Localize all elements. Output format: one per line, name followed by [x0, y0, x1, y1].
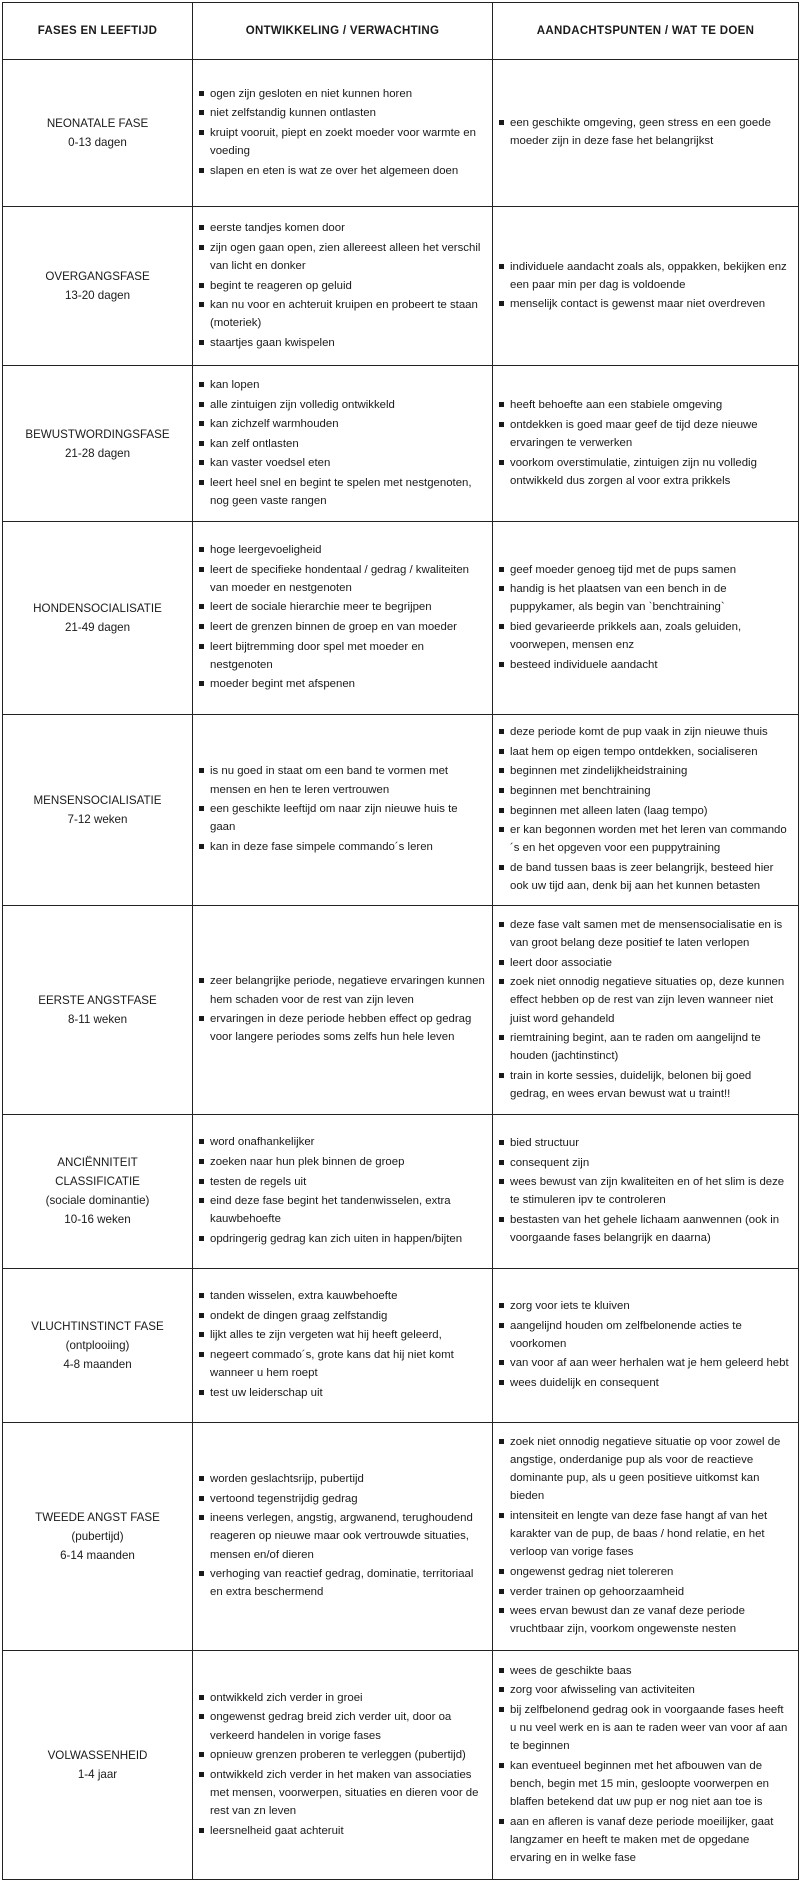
list-item: bied structuur: [499, 1134, 792, 1152]
list-item: leert de specifieke hondentaal / gedrag / kwaliteiten van moeder en nestgenoten: [199, 561, 486, 597]
list-item: de band tussen baas is zeer belangrijk, besteed hier ook uw tijd aan, denk bij aan het kunnen betasten: [499, 859, 792, 895]
attention-list: [499, 396, 792, 490]
list-item: leert de sociale hierarchie meer te begrijpen: [199, 598, 486, 616]
list-item: zoek niet onnodig negatieve situaties op, deze kunnen effect hebben op de rest van zijn leven wanneer niet juist word gehandeld: [499, 973, 792, 1028]
list-item: ongewenst gedrag niet tolereren: [499, 1563, 792, 1581]
development-cell: [193, 1651, 493, 1880]
phase-detail: 4-8 maanden: [63, 1357, 132, 1371]
list-item: kan zelf ontlasten: [199, 435, 486, 453]
phase-name: OVERGANGSFASE: [45, 270, 150, 284]
list-item: zoeken naar hun plek binnen de groep: [199, 1153, 486, 1171]
list-item: heeft behoefte aan een stabiele omgeving: [499, 396, 792, 414]
list-item: testen de regels uit: [199, 1173, 486, 1191]
table-row: [3, 714, 799, 906]
list-item: eerste tandjes komen door: [199, 219, 486, 237]
list-item: ongewenst gedrag breid zich verder uit, door oa verkeerd handelen in vorige fases: [199, 1708, 486, 1744]
development-list: [199, 1470, 486, 1602]
phase-detail: 6-14 maanden: [60, 1548, 135, 1562]
list-item: worden geslachtsrijp, pubertijd: [199, 1470, 486, 1488]
phase-name: BEWUSTWORDINGSFASE: [25, 427, 170, 441]
list-item: ogen zijn gesloten en niet kunnen horen: [199, 85, 486, 103]
attention-cell: [493, 714, 799, 906]
list-item: individuele aandacht zoals als, oppakken, bekijken enz een paar min per dag is voldoende: [499, 258, 792, 294]
list-item: bij zelfbelonend gedrag ook in voorgaande fases heeft u nu veel werk en is aan te raden weer van voor af aan te beginnen: [499, 1701, 792, 1756]
list-item: eind deze fase begint het tandenwisselen, extra kauwbehoefte: [199, 1192, 486, 1228]
table-row: [3, 522, 799, 714]
list-item: zijn ogen gaan open, zien allereest alleen het verschil van licht en donker: [199, 239, 486, 275]
list-item: ontwikkeld zich verder in het maken van associaties met mensen, voorwerpen, situaties en dieren voor de rest van zn leven: [199, 1766, 486, 1821]
header-phase-age: FASES EN LEEFTIJD: [3, 3, 193, 60]
list-item: kan lopen: [199, 376, 486, 394]
table-row: [3, 1651, 799, 1880]
list-item: er kan begonnen worden met het leren van commando´s en het opgeven voor een puppytraining: [499, 821, 792, 857]
development-list: [199, 219, 486, 352]
phase-cell: [3, 366, 193, 522]
list-item: zeer belangrijke periode, negatieve ervaringen kunnen hem schaden voor de rest van zijn leven: [199, 972, 486, 1008]
development-list: [199, 541, 486, 694]
list-item: slapen en eten is wat ze over het algemeen doen: [199, 162, 486, 180]
list-item: hoge leergevoeligheid: [199, 541, 486, 559]
phase-cell: [3, 1422, 193, 1651]
phase-detail: 8-11 weken: [67, 1013, 128, 1027]
development-list: [199, 1133, 486, 1248]
list-item: een geschikte leeftijd om naar zijn nieuwe huis te gaan: [199, 800, 486, 836]
attention-list: [499, 1662, 792, 1868]
list-item: wees bewust van zijn kwaliteiten en of het slim is deze te stimuleren ipv te controleren: [499, 1173, 792, 1209]
list-item: ondekt de dingen graag zelfstandig: [199, 1307, 486, 1325]
list-item: kan in deze fase simpele commando´s leren: [199, 838, 486, 856]
attention-list: [499, 561, 792, 674]
table-row: [3, 1115, 799, 1269]
phase-name: EERSTE ANGSTFASE: [38, 994, 157, 1008]
phase-name: VLUCHTINSTINCT FASE: [31, 1319, 164, 1333]
attention-cell: [493, 366, 799, 522]
list-item: aan en afleren is vanaf deze periode moeilijker, gaat langzamer en heeft te maken met de opgedane ervaring en in welke fase: [499, 1813, 792, 1868]
list-item: kan vaster voedsel eten: [199, 454, 486, 472]
list-item: deze periode komt de pup vaak in zijn nieuwe thuis: [499, 723, 792, 741]
list-item: zoek niet onnodig negatieve situatie op voor zowel de angstige, onderdanige pup als voor de reactieve dominante pup, als u geen positieve uitkomst kan bieden: [499, 1433, 792, 1506]
list-item: negeert commado´s, grote kans dat hij niet komt wanneer u hem roept: [199, 1346, 486, 1382]
list-item: train in korte sessies, duidelijk, belonen bij goed gedrag, en wees ervan bewust wat u traint!!: [499, 1067, 792, 1103]
list-item: bestasten van het gehele lichaam aanwennen (ook in voorgaande fases belangrijk en daarna): [499, 1211, 792, 1247]
list-item: ontdekken is goed maar geef de tijd deze nieuwe ervaringen te verwerken: [499, 416, 792, 452]
development-phases-table: [2, 2, 799, 1880]
list-item: opdringerig gedrag kan zich uiten in happen/bijten: [199, 1230, 486, 1248]
phase-detail: 1-4 jaar: [77, 1768, 118, 1782]
list-item: beginnen met alleen laten (laag tempo): [499, 802, 792, 820]
list-item: wees ervan bewust dan ze vanaf deze periode vruchtbaar zijn, voorkom ongewenste nesten: [499, 1602, 792, 1638]
table-row: [3, 60, 799, 207]
phase-name: NEONATALE FASE: [46, 117, 149, 131]
list-item: zorg voor iets te kluiven: [499, 1297, 792, 1315]
phase-name: VOLWASSENHEID: [47, 1749, 148, 1763]
development-cell: [193, 1115, 493, 1269]
list-item: word onafhankelijker: [199, 1133, 486, 1151]
phase-detail: 13-20 dagen: [64, 289, 131, 303]
list-item: niet zelfstandig kunnen ontlasten: [199, 104, 486, 122]
phase-name: HONDENSOCIALISATIE: [33, 602, 162, 616]
development-list: [199, 972, 486, 1046]
phase-detail: 7-12 weken: [67, 813, 128, 826]
list-item: leert bijtremming door spel met moeder en nestgenoten: [199, 638, 486, 674]
phase-cell: [3, 60, 193, 207]
attention-list: [499, 1134, 792, 1247]
list-item: tanden wisselen, extra kauwbehoefte: [199, 1287, 486, 1305]
attention-cell: [493, 1115, 799, 1269]
list-item: beginnen met benchtraining: [499, 782, 792, 800]
list-item: kan eventueel beginnen met het afbouwen van de bench, begin met 15 min, gesloopte voorwerpen en blaffen betekend dat uw pup er nog niet aan toe is: [499, 1757, 792, 1812]
list-item: vertoond tegenstrijdig gedrag: [199, 1490, 486, 1508]
list-item: aangelijnd houden om zelfbelonende acties te voorkomen: [499, 1317, 792, 1353]
development-list: [199, 762, 486, 856]
list-item: van voor af aan weer herhalen wat je hem geleerd hebt: [499, 1354, 792, 1372]
list-item: staartjes gaan kwispelen: [199, 334, 486, 352]
development-cell: [193, 366, 493, 522]
phase-detail: (pubertijd): [71, 1529, 124, 1543]
phase-cell: [3, 1268, 193, 1422]
list-item: bied gevarieerde prikkels aan, zoals geluiden, voorwepen, mensen enz: [499, 618, 792, 654]
phase-detail: (ontplooiing): [65, 1338, 130, 1352]
list-item: begint te reageren op geluid: [199, 277, 486, 295]
phase-detail: 21-49 dagen: [64, 621, 131, 635]
phase-cell: [3, 1115, 193, 1269]
phase-detail: 21-28 dagen: [64, 446, 131, 460]
attention-cell: [493, 207, 799, 366]
list-item: ontwikkeld zich verder in groei: [199, 1689, 486, 1707]
attention-list: [499, 114, 792, 150]
list-item: lijkt alles te zijn vergeten wat hij heeft geleerd,: [199, 1326, 486, 1344]
list-item: verder trainen op gehoorzaamheid: [499, 1583, 792, 1601]
list-item: zorg voor afwisseling van activiteiten: [499, 1681, 792, 1699]
list-item: verhoging van reactief gedrag, dominatie, territoriaal en extra beschermend: [199, 1565, 486, 1601]
header-attention: AANDACHTSPUNTEN / WAT TE DOEN: [493, 3, 799, 60]
list-item: intensiteit en lengte van deze fase hangt af van het karakter van de pup, de baas / hond relatie, en het verloop van vorige fases: [499, 1507, 792, 1562]
table-row: [3, 207, 799, 366]
list-item: leert de grenzen binnen de groep en van moeder: [199, 618, 486, 636]
list-item: leert door associatie: [499, 954, 792, 972]
phase-name: TWEEDE ANGST FASE: [35, 1510, 160, 1524]
development-list: [199, 1287, 486, 1402]
attention-cell: [493, 1651, 799, 1880]
list-item: deze fase valt samen met de mensensocialisatie en is van groot belang deze positief te laten verlopen: [499, 916, 792, 952]
attention-cell: [493, 1422, 799, 1651]
table-row: [3, 1268, 799, 1422]
list-item: test uw leiderschap uit: [199, 1384, 486, 1402]
list-item: handig is het plaatsen van een bench in de puppykamer, als begin van `benchtraining`: [499, 580, 792, 616]
list-item: alle zintuigen zijn volledig ontwikkeld: [199, 396, 486, 414]
phase-cell: [3, 207, 193, 366]
list-item: laat hem op eigen tempo ontdekken, socialiseren: [499, 743, 792, 761]
development-list: [199, 85, 486, 180]
phase-name: MENSENSOCIALISATIE: [33, 794, 162, 807]
list-item: leersnelheid gaat achteruit: [199, 1822, 486, 1840]
phase-cell: [3, 1651, 193, 1880]
development-cell: [193, 522, 493, 714]
list-item: beginnen met zindelijkheidstraining: [499, 762, 792, 780]
attention-cell: [493, 906, 799, 1115]
development-list: [199, 1689, 486, 1840]
list-item: is nu goed in staat om een band te vormen met mensen en hen te leren vertrouwen: [199, 762, 486, 798]
attention-list: [499, 1433, 792, 1639]
development-cell: [193, 906, 493, 1115]
list-item: menselijk contact is gewenst maar niet overdreven: [499, 295, 792, 313]
attention-cell: [493, 522, 799, 714]
header-row: [3, 3, 799, 60]
list-item: kan nu voor en achteruit kruipen en probeert te staan (moteriek): [199, 296, 486, 332]
development-list: [199, 376, 486, 510]
attention-cell: [493, 1268, 799, 1422]
list-item: ineens verlegen, angstig, argwanend, terughoudend reageren op nieuwe maar ook vertrouwde situaties, mensen en/of dieren: [199, 1509, 486, 1564]
list-item: wees de geschikte baas: [499, 1662, 792, 1680]
development-cell: [193, 1268, 493, 1422]
phase-cell: [3, 906, 193, 1115]
list-item: leert heel snel en begint te spelen met nestgenoten, nog geen vaste rangen: [199, 474, 486, 510]
development-cell: [193, 714, 493, 906]
table-row: [3, 906, 799, 1115]
attention-list: [499, 723, 792, 895]
list-item: kruipt vooruit, piept en zoekt moeder voor warmte en voeding: [199, 124, 486, 160]
table-row: [3, 366, 799, 522]
table-row: [3, 1422, 799, 1651]
phase-detail: 10-16 weken: [64, 1213, 131, 1227]
table-body: [3, 60, 799, 1880]
list-item: riemtraining begint, aan te raden om aangelijnd te houden (jachtinstinct): [499, 1029, 792, 1065]
attention-list: [499, 258, 792, 314]
list-item: wees duidelijk en consequent: [499, 1374, 792, 1392]
list-item: voorkom overstimulatie, zintuigen zijn nu volledig ontwikkeld dus zorgen al voor extra prikkels: [499, 454, 792, 490]
development-cell: [193, 207, 493, 366]
list-item: opnieuw grenzen proberen te verleggen (pubertijd): [199, 1746, 486, 1764]
phase-detail: CLASSIFICATIE: [55, 1175, 140, 1189]
list-item: kan zichzelf warmhouden: [199, 415, 486, 433]
attention-list: [499, 1297, 792, 1392]
list-item: ervaringen in deze periode hebben effect op gedrag voor langere periodes soms zelfs hun hele leven: [199, 1010, 486, 1046]
list-item: geef moeder genoeg tijd met de pups samen: [499, 561, 792, 579]
development-cell: [193, 1422, 493, 1651]
development-cell: [193, 60, 493, 207]
list-item: moeder begint met afspenen: [199, 675, 486, 693]
attention-list: [499, 916, 792, 1104]
list-item: besteed individuele aandacht: [499, 656, 792, 674]
header-development: ONTWIKKELING / VERWACHTING: [193, 3, 493, 60]
list-item: een geschikte omgeving, geen stress en een goede moeder zijn in deze fase het belangrijkst: [499, 114, 792, 150]
phase-detail: 0-13 dagen: [68, 136, 127, 150]
phase-name: ANCIËNNITEIT: [57, 1156, 138, 1170]
attention-cell: [493, 60, 799, 207]
list-item: consequent zijn: [499, 1154, 792, 1172]
phase-cell: [3, 714, 193, 906]
phase-cell: [3, 522, 193, 714]
phase-detail: (sociale dominantie): [45, 1194, 150, 1208]
